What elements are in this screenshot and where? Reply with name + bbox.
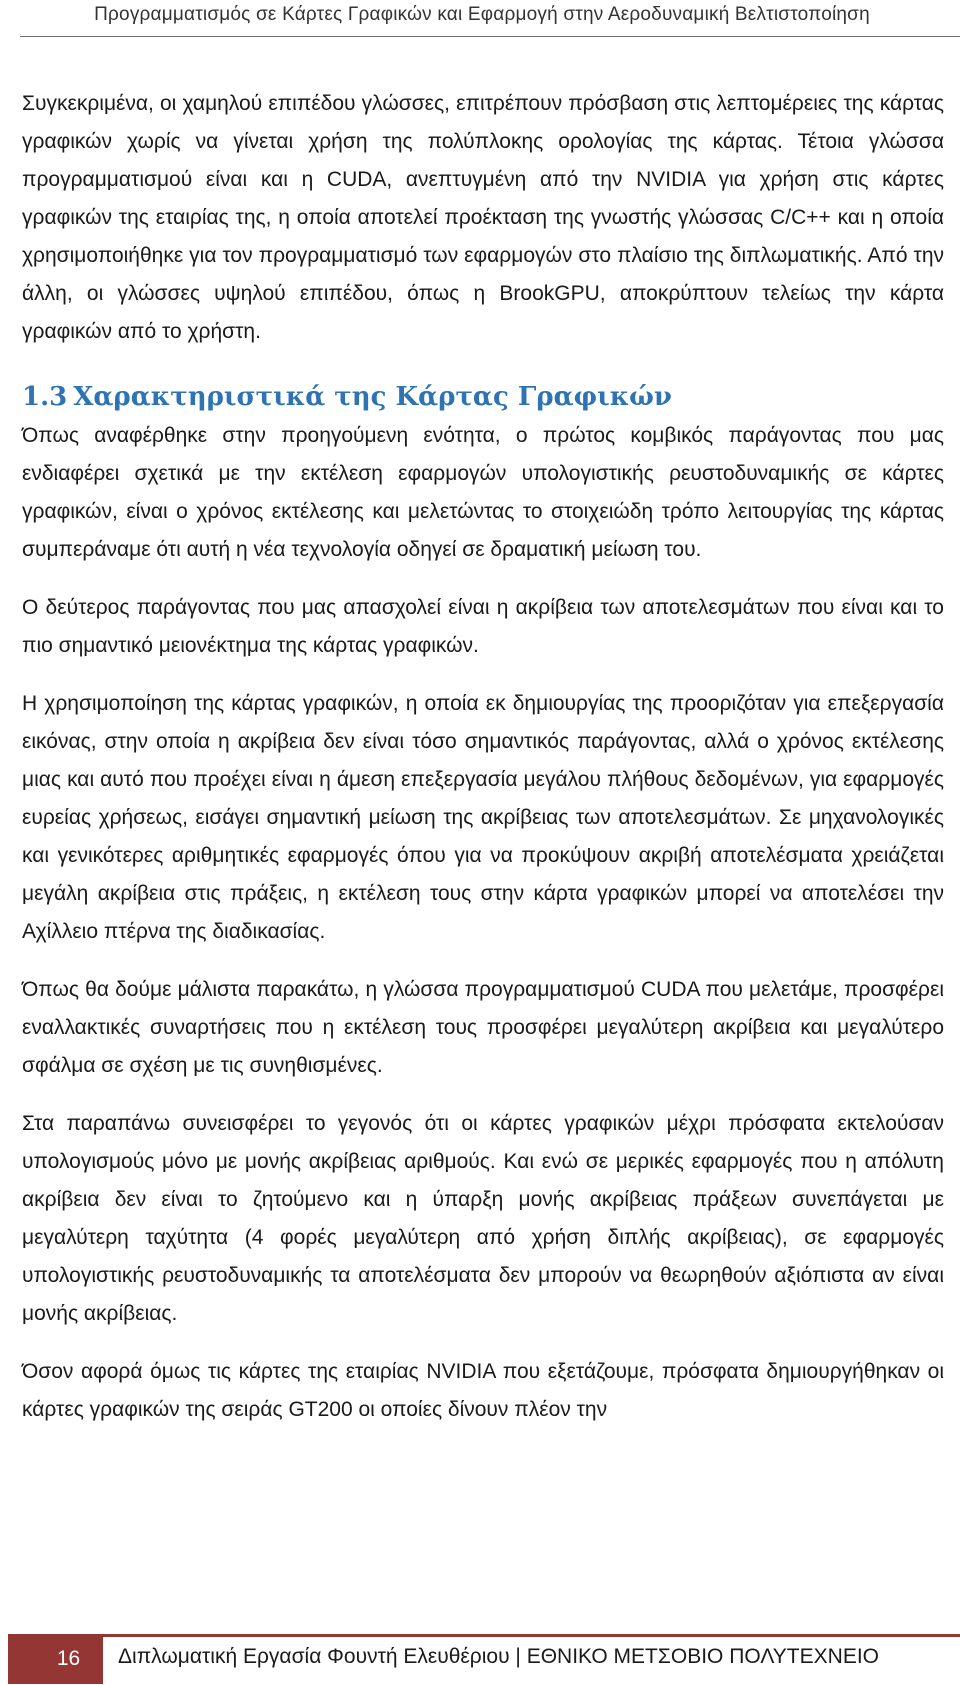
footer-text: Διπλωματική Εργασία Φουντή Ελευθέριου | ΕΘΝΙΚΟ ΜΕΤΣΟΒΙΟ ΠΟΛΥΤΕΧΝΕΙΟ	[118, 1645, 879, 1668]
page-number: 16	[56, 1647, 81, 1670]
page-footer	[8, 1634, 960, 1684]
section-title: Χαρακτηριστικά της Κάρτας Γραφικών	[73, 382, 672, 412]
page-number-box	[8, 1634, 103, 1684]
footer-divider	[103, 1634, 960, 1637]
paragraph-intro: Συγκεκριμένα, οι χαμηλού επιπέδου γλώσσες, επιτρέπουν πρόσβαση στις λεπτομέρειες της κάρτας γραφικών χωρίς να γίνεται χρήση της πολύπλοκης ορολογίας της κάρτας. Τέτοια γλώσσα προγραμματισμού είναι και η CUDA, ανεπτυγμένη από την NVIDIA για χρήση στις κάρτες γραφικών της εταιρίας της, η οποία αποτελεί προέκταση της γνωστής γλώσσας C/C++ και η οποία χρησιμοποιήθηκε για τον προγραμματισμό των εφαρμογών στο πλαίσιο της διπλωματικής. Από την άλλη, οι γλώσσες υψηλού επιπέδου, όπως η BrookGPU, αποκρύπτουν τελείως την κάρτα γραφικών από το χρήστη.	[22, 92, 944, 343]
header-title: Προγραμματισμός σε Κάρτες Γραφικών και Εφαρμογή στην Αεροδυναμική Βελτιστοποίηση	[94, 4, 870, 25]
section-number: 1.3	[22, 382, 68, 412]
paragraph: Όπως αναφέρθηκε στην προηγούμενη ενότητα, ο πρώτος κομβικός παράγοντας που μας ενδιαφέρει σχετικά με την εκτέλεση εφαρμογών υπολογιστικής ρευστοδυναμικής σε κάρτες γραφικών, είναι ο χρόνος εκτέλεσης και μελετώντας το στοιχειώδη τρόπο λειτουργίας της κάρτας συμπεράναμε ότι αυτή η νέα τεχνολογία οδηγεί σε δραματική μείωση του.	[22, 424, 944, 561]
paragraph: Ο δεύτερος παράγοντας που μας απασχολεί είναι η ακρίβεια των αποτελεσμάτων που είναι και το πιο σημαντικό μειονέκτημα της κάρτας γραφικών.	[22, 596, 944, 657]
paragraph: Όσον αφορά όμως τις κάρτες της εταιρίας NVIDIA που εξετάζουμε, πρόσφατα δημιουργήθηκαν οι κάρτες γραφικών της σειράς GT200 οι οποίες δίνουν πλέον την	[22, 1360, 944, 1421]
page-header	[20, 0, 960, 37]
paragraph: Η χρησιμοποίηση της κάρτας γραφικών, η οποία εκ δημιουργίας της προοριζόταν για επεξεργασία εικόνας, στην οποία η ακρίβεια δεν είναι τόσο σημαντικός παράγοντας, αλλά ο χρόνος εκτέλεσης μιας και αυτό που προέχει είναι η άμεση επεξεργασία μεγάλου πλήθους δεδομένων, για εφαρμογές ευρείας χρήσεως, εισάγει σημαντική μείωση της ακρίβειας των αποτελεσμάτων. Σε μηχανολογικές και γενικότερες αριθμητικές εφαρμογές όπου για να προκύψουν ακριβή αποτελέσματα χρειάζεται μεγάλη ακρίβεια στις πράξεις, η εκτέλεση τους στην κάρτα γραφικών μπορεί να αποτελέσει την Αχίλλειο πτέρνα της διαδικασίας.	[22, 692, 944, 943]
paragraph: Όπως θα δούμε μάλιστα παρακάτω, η γλώσσα προγραμματισμού CUDA που μελετάμε, προσφέρει εναλλακτικές συναρτήσεις που η εκτέλεση τους προσφέρει μεγαλύτερη ακρίβεια και μεγαλύτερο σφάλμα σε σχέση με τις συνηθισμένες.	[22, 978, 944, 1077]
section-heading	[22, 377, 944, 417]
document-body	[22, 85, 944, 1429]
paragraph: Στα παραπάνω συνεισφέρει το γεγονός ότι οι κάρτες γραφικών μέχρι πρόσφατα εκτελούσαν υπολογισμούς μόνο με μονής ακρίβειας αριθμούς. Και ενώ σε μερικές εφαρμογές που η απόλυτη ακρίβεια δεν είναι το ζητούμενο και η ύπαρξη μονής ακρίβειας πράξεων συνεπάγεται με μεγαλύτερη ταχύτητα (4 φορές μεγαλύτερη από χρήση διπλής ακρίβειας), σε εφαρμογές υπολογιστικής ρευστοδυναμικής τα αποτελέσματα δεν μπορούν να θεωρηθούν αξιόπιστα αν είναι μονής ακρίβειας.	[22, 1112, 944, 1325]
